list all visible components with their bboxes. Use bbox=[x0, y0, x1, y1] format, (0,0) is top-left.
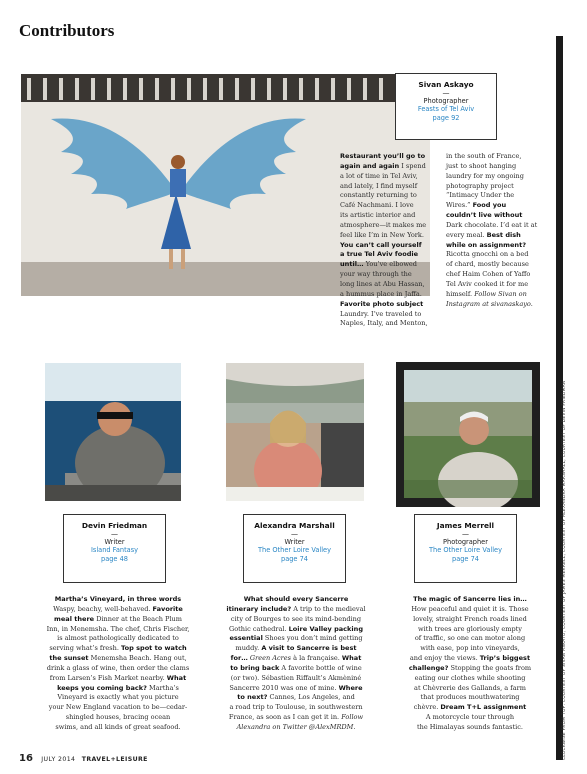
body-text: Café Nachmani. I love bbox=[340, 201, 414, 210]
text-line bbox=[340, 270, 448, 280]
text-line bbox=[212, 713, 380, 723]
bold-lead: Best dish bbox=[486, 230, 521, 239]
text-line bbox=[36, 693, 200, 703]
body-text: a hummus place in Jaffa. bbox=[340, 289, 422, 298]
bold-lead: Dream T+L assignment bbox=[440, 703, 527, 712]
bold-lead: a true Tel Aviv foodie bbox=[340, 250, 419, 259]
text-line bbox=[340, 182, 448, 192]
text-line bbox=[446, 211, 556, 221]
body-text: a road trip to Toulouse, in southwestern bbox=[229, 703, 363, 712]
bold-lead: Trip’s biggest bbox=[479, 654, 531, 663]
body-text: atmosphere—it makes me bbox=[340, 220, 427, 229]
bold-lead: Restaurant you’ll go to bbox=[340, 152, 426, 160]
text-line bbox=[446, 250, 556, 260]
text-line bbox=[36, 615, 200, 625]
text-line bbox=[446, 221, 556, 231]
body-text: Wires.” bbox=[446, 201, 473, 210]
story-page[interactable]: page 74 bbox=[452, 555, 479, 563]
body-text: France, as soon as I can get it in. bbox=[228, 713, 342, 722]
text-line bbox=[340, 231, 448, 241]
text-line bbox=[340, 310, 448, 320]
body-text: muddy. bbox=[235, 644, 262, 653]
text-line bbox=[36, 634, 200, 644]
body-text: Sancerre 2010 was one of mine. bbox=[229, 683, 339, 692]
text-line bbox=[340, 162, 448, 172]
body-text: every meal. bbox=[446, 230, 487, 239]
body-text: that produces mouthwatering bbox=[420, 693, 520, 702]
text-line bbox=[340, 319, 448, 329]
body-text: Dinner at the Beach Plum bbox=[94, 614, 182, 623]
text-line bbox=[36, 674, 200, 684]
story-page[interactable]: page 92 bbox=[432, 114, 460, 122]
bold-lead: keeps you coming back? bbox=[57, 683, 147, 692]
bold-lead: Favorite bbox=[152, 604, 183, 613]
text-line bbox=[36, 625, 200, 635]
text-line bbox=[36, 703, 200, 713]
body-text: in the south of France, bbox=[446, 152, 522, 160]
james-merrell-photo bbox=[396, 362, 540, 507]
body-text: lovely, straight French roads lined bbox=[413, 614, 527, 623]
dash: — bbox=[462, 530, 469, 538]
text-line bbox=[36, 723, 200, 733]
text-line bbox=[212, 615, 380, 625]
dash: — bbox=[291, 530, 298, 538]
contributor-role: Photographer bbox=[443, 538, 488, 546]
body-text: your New England vacation to be—cedar- bbox=[48, 703, 188, 712]
alexandra-marshall-photo bbox=[226, 363, 364, 501]
body-text: chef Haim Cohen of Yaffo bbox=[446, 270, 531, 279]
italic-text: Green Acres bbox=[249, 654, 292, 663]
body-text: city of Bourges to see its mind-bending bbox=[230, 614, 362, 623]
body-text: with ease, pop into vineyards, bbox=[420, 644, 520, 653]
body-text: drink a glass of wine, then order the clams bbox=[46, 663, 190, 672]
story-page[interactable]: page 48 bbox=[101, 555, 128, 563]
bold-lead: Food you bbox=[472, 201, 507, 210]
body-text: a lot of time in Tel Aviv, bbox=[340, 171, 418, 180]
body-text: Martha’s bbox=[146, 683, 179, 692]
devin-text-col bbox=[36, 595, 200, 733]
body-text: A motorcycle tour through bbox=[425, 713, 515, 722]
contributor-role: Writer bbox=[284, 538, 305, 546]
body-text: Laundry. I’ve traveled to bbox=[340, 309, 422, 318]
body-text: You’ve elbowed bbox=[363, 260, 417, 269]
text-line bbox=[396, 684, 544, 694]
devin-friedman-photo bbox=[45, 363, 181, 501]
body-text: Stopping the goats from bbox=[448, 663, 532, 672]
story-link[interactable]: Island Fantasy bbox=[90, 546, 139, 554]
text-line bbox=[212, 644, 380, 654]
bold-lead: What bbox=[341, 654, 362, 663]
bold-lead: essential bbox=[229, 634, 263, 643]
text-line bbox=[446, 270, 556, 280]
text-line bbox=[212, 674, 380, 684]
page-number: 16 bbox=[19, 753, 33, 764]
bold-lead: for… bbox=[230, 654, 248, 663]
body-text: your way through the bbox=[340, 270, 412, 279]
bold-lead: Where bbox=[338, 683, 363, 692]
alexandra-marshall-card bbox=[243, 514, 346, 583]
bold-lead: Martha’s Vineyard, in three words bbox=[54, 595, 182, 603]
body-text: the Himalayas sounds fantastic. bbox=[416, 722, 524, 731]
text-line bbox=[212, 625, 380, 635]
body-text: A favorite bottle of wine bbox=[279, 663, 362, 672]
bold-lead: What should every Sancerre bbox=[243, 595, 349, 603]
body-text: Ricotta gnocchi on a bed bbox=[446, 250, 529, 259]
text-line bbox=[396, 595, 544, 605]
text-line bbox=[340, 241, 448, 251]
text-line bbox=[340, 260, 448, 270]
text-line bbox=[36, 605, 200, 615]
body-text: serving what’s fresh. bbox=[49, 644, 122, 653]
body-text: “Intimacy Under the bbox=[446, 191, 515, 200]
text-line bbox=[396, 634, 544, 644]
text-line bbox=[340, 250, 448, 260]
story-link[interactable]: The Other Loire Valley bbox=[258, 546, 331, 554]
body-text: How peaceful and quiet it is. Those bbox=[411, 604, 529, 613]
text-line bbox=[446, 201, 556, 211]
body-text: its artistic interior and bbox=[340, 211, 416, 220]
contributor-name: Alexandra Marshall bbox=[254, 521, 335, 530]
body-text: of chard, mostly because bbox=[446, 260, 529, 269]
text-line bbox=[340, 191, 448, 201]
text-line bbox=[446, 280, 556, 290]
text-line bbox=[340, 211, 448, 221]
text-line bbox=[212, 634, 380, 644]
dash: — bbox=[442, 89, 450, 97]
body-text: Dark chocolate. I’d eat it at bbox=[446, 220, 538, 229]
text-line bbox=[212, 723, 380, 733]
bold-lead: A visit to Sancerre is best bbox=[261, 644, 357, 653]
text-line bbox=[36, 713, 200, 723]
text-line bbox=[212, 595, 380, 605]
text-line bbox=[212, 684, 380, 694]
body-text: Waspy, beachy, well-behaved. bbox=[53, 604, 153, 613]
body-text: swims, and all kinds of great seafood. bbox=[55, 722, 181, 731]
body-text: from Larsen’s Fish Market nearby. bbox=[49, 673, 167, 682]
james-text-col bbox=[396, 595, 544, 733]
body-text: Gothic cathedral. bbox=[228, 624, 289, 633]
contributor-name: Sivan Askayo bbox=[418, 80, 474, 89]
bold-lead: You can’t call yourself bbox=[340, 240, 422, 249]
body-text: Shoes you don’t mind getting bbox=[262, 634, 363, 643]
text-line bbox=[36, 644, 200, 654]
body-text: Naples, Italy, and Menton, bbox=[340, 319, 428, 328]
text-line bbox=[446, 152, 556, 162]
james-merrell-card bbox=[414, 514, 517, 583]
text-line bbox=[396, 713, 544, 723]
text-line bbox=[340, 152, 448, 162]
dash: — bbox=[111, 530, 118, 538]
body-text: laundry for my ongoing bbox=[446, 171, 524, 180]
body-text: and enjoy the views. bbox=[409, 654, 480, 663]
body-text: is almost pathologically dedicated to bbox=[57, 634, 179, 643]
text-line bbox=[446, 231, 556, 241]
text-line bbox=[396, 625, 544, 635]
bold-lead: Loire Valley packing bbox=[288, 624, 364, 633]
text-line bbox=[212, 693, 380, 703]
text-line bbox=[446, 300, 556, 310]
sivan-askayo-card bbox=[395, 73, 497, 140]
story-page[interactable]: page 74 bbox=[281, 555, 308, 563]
text-line bbox=[396, 693, 544, 703]
body-text: feel like I’m in New York. bbox=[340, 230, 424, 239]
text-line bbox=[36, 684, 200, 694]
text-line bbox=[396, 605, 544, 615]
text-line bbox=[396, 723, 544, 733]
body-text: of traffic, so one can motor along bbox=[414, 634, 526, 643]
text-line bbox=[446, 182, 556, 192]
text-line bbox=[212, 664, 380, 674]
page-title: Contributors bbox=[19, 21, 115, 40]
contributor-name: Devin Friedman bbox=[81, 521, 148, 530]
text-line bbox=[340, 201, 448, 211]
body-text: with trees are gloriously empty bbox=[417, 624, 522, 633]
story-link[interactable]: The Other Loire Valley bbox=[429, 546, 502, 554]
devin-friedman-card bbox=[63, 514, 166, 583]
text-line bbox=[396, 654, 544, 664]
body-text: Cannes, Los Angeles, and bbox=[267, 693, 355, 702]
bold-lead: to next? bbox=[237, 693, 268, 702]
bold-lead: again and again bbox=[340, 161, 400, 170]
sivan-text-col-2 bbox=[446, 152, 556, 310]
text-line bbox=[396, 703, 544, 713]
body-text: I spend bbox=[399, 161, 426, 170]
contributor-role: Writer bbox=[104, 538, 125, 546]
text-line bbox=[212, 654, 380, 664]
italic-text: Follow bbox=[341, 713, 364, 722]
photo-credit: CLOCKWISE FROM TOP: COURTESY OF SIVAN ASKAYO; COURTESY OF JAMES MERRELL; COURTESY OF ALEXANDRA MARSHALL; COURTESY OF DEVIN FRIEDMAN bbox=[562, 380, 567, 760]
page-footer bbox=[19, 753, 148, 764]
text-line bbox=[212, 605, 380, 615]
bold-lead: itinerary include? bbox=[226, 604, 292, 613]
text-line bbox=[396, 664, 544, 674]
text-line bbox=[446, 260, 556, 270]
text-line bbox=[446, 241, 556, 251]
bold-lead: challenge? bbox=[408, 663, 449, 672]
italic-text: Instagram at sivanaskayo. bbox=[446, 299, 533, 308]
body-text: A trip to the medieval bbox=[291, 604, 366, 613]
bold-lead: until… bbox=[340, 260, 364, 269]
bold-lead: couldn’t live without bbox=[446, 211, 523, 220]
body-text: constantly returning to bbox=[340, 191, 417, 200]
body-text: (or two). Sébastien Riffault’s Akmèniné bbox=[230, 673, 362, 682]
text-line bbox=[396, 644, 544, 654]
text-line bbox=[212, 703, 380, 713]
story-link[interactable]: Feasts of Tel Aviv bbox=[417, 105, 475, 113]
body-text: long lines at Abu Hassan, bbox=[340, 279, 425, 288]
text-line bbox=[340, 300, 448, 310]
text-line bbox=[36, 654, 200, 664]
sivan-text-col-1 bbox=[340, 152, 448, 329]
text-line bbox=[446, 290, 556, 300]
alexandra-text-col bbox=[212, 595, 380, 733]
text-line bbox=[396, 615, 544, 625]
magazine-name: TRAVEL+LEISURE bbox=[81, 756, 148, 763]
bold-lead: What bbox=[166, 673, 187, 682]
bold-lead: to bring back bbox=[230, 663, 280, 672]
body-text: eating our clothes while shooting bbox=[414, 673, 526, 682]
text-line bbox=[446, 172, 556, 182]
body-text: Tel Aviv cooked it for me bbox=[446, 279, 529, 288]
issue-date: JULY 2014 bbox=[41, 756, 76, 763]
text-line bbox=[340, 290, 448, 300]
italic-text: Alexandra on Twitter @AlexMRDM. bbox=[236, 722, 356, 731]
bold-lead: the sunset bbox=[49, 654, 89, 663]
body-text: Inn, in Menemsha. The chef, Chris Fischer, bbox=[46, 624, 190, 633]
body-text: shingled houses, bracing ocean bbox=[65, 713, 171, 722]
body-text: Vineyard is exactly what you picture bbox=[57, 693, 179, 702]
body-text: and lately, I find myself bbox=[340, 181, 418, 190]
bold-lead: while on assignment? bbox=[446, 240, 527, 249]
body-text: at Chèvrerie des Gallands, a farm bbox=[414, 683, 526, 692]
bold-lead: Top spot to watch bbox=[121, 644, 187, 653]
italic-text: Follow Sivan on bbox=[474, 289, 527, 298]
text-line bbox=[340, 172, 448, 182]
text-line bbox=[36, 664, 200, 674]
text-line bbox=[446, 191, 556, 201]
bold-lead: meal there bbox=[54, 614, 95, 623]
body-text: photography project bbox=[446, 181, 514, 190]
body-text: chèvre. bbox=[413, 703, 441, 712]
text-line bbox=[340, 221, 448, 231]
body-text: just to shoot hanging bbox=[446, 161, 517, 170]
body-text: himself. bbox=[446, 289, 475, 298]
body-text: à la française. bbox=[291, 654, 342, 663]
bold-lead: The magic of Sancerre lies in… bbox=[413, 595, 527, 603]
contributor-role: Photographer bbox=[423, 97, 469, 105]
body-text: Menemsha Beach. Hang out, bbox=[88, 654, 187, 663]
text-line bbox=[446, 162, 556, 172]
text-line bbox=[340, 280, 448, 290]
text-line bbox=[36, 595, 200, 605]
text-line bbox=[396, 674, 544, 684]
bold-lead: Favorite photo subject bbox=[340, 299, 424, 308]
contributor-name: James Merrell bbox=[436, 521, 495, 530]
